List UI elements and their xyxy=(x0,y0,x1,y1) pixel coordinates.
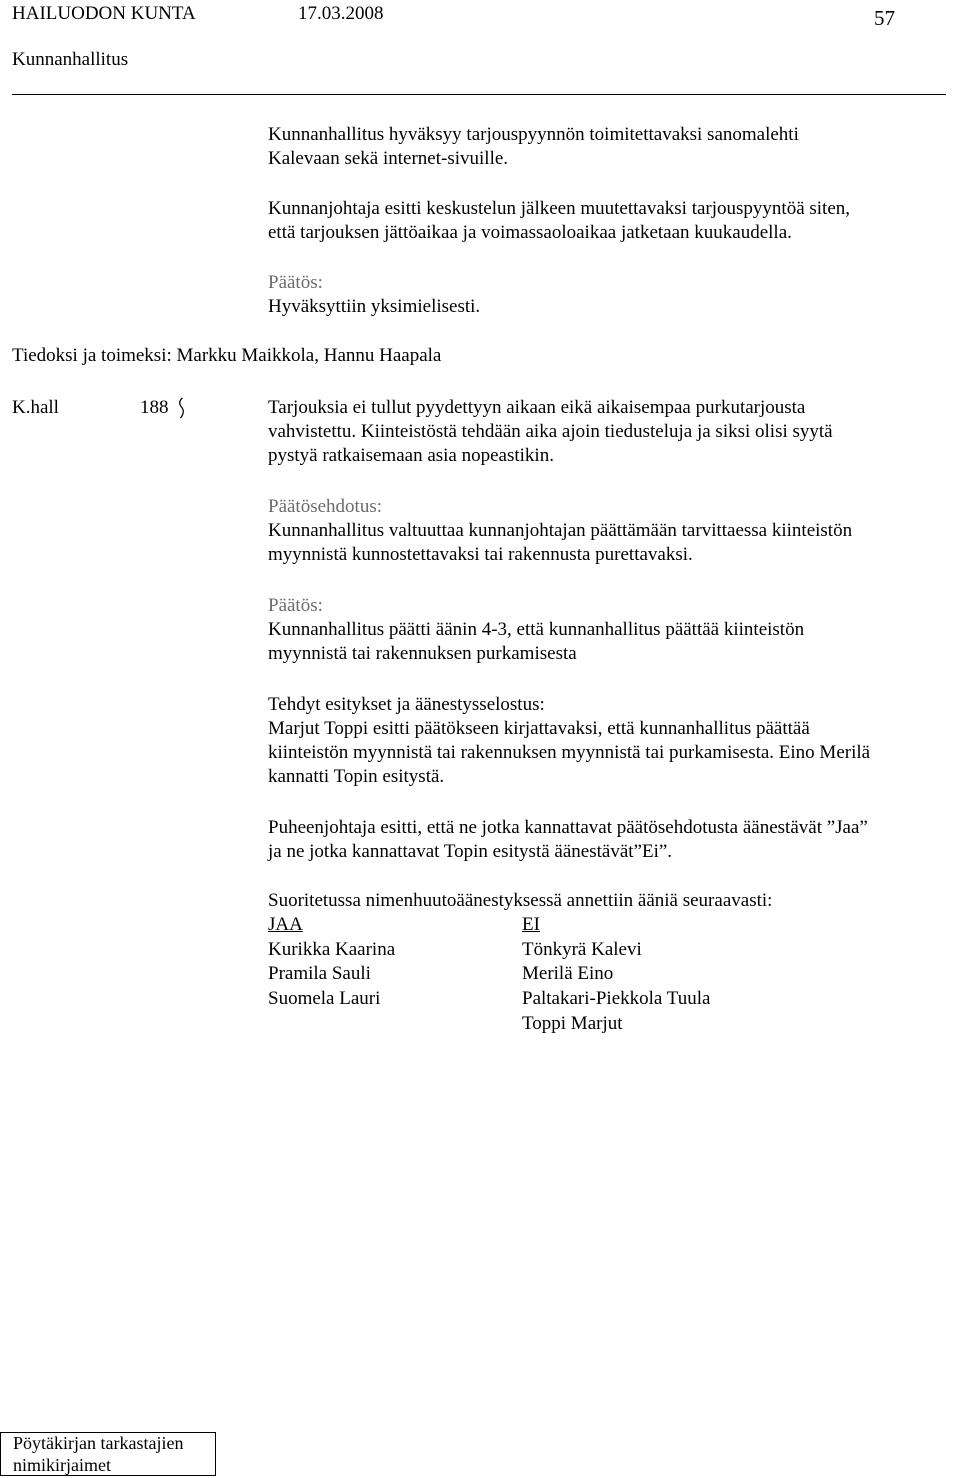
prev-decision-label: Päätös: xyxy=(268,272,323,293)
section-sign-icon xyxy=(176,396,186,420)
section-prefix: K.hall xyxy=(12,397,59,418)
governing-body: Kunnanhallitus xyxy=(12,49,129,70)
motions-line-1: Marjut Toppi esitti päätökseen kirjattavaksi, että kunnanhallitus päättää xyxy=(268,718,810,739)
intro-line-2: vahvistettu. Kiinteistöstä tehdään aika ajoin tiedusteluja ja siksi olisi syytä xyxy=(268,421,833,442)
decision-line-1: Kunnanhallitus päätti äänin 4-3, että kunnanhallitus päättää kiinteistön xyxy=(268,619,805,640)
initials-box xyxy=(0,1432,216,1476)
prev-paragraph-1-line-1: Kunnanhallitus hyväksyy tarjouspyynnön toimitettavaksi sanomalehti xyxy=(268,124,799,145)
header-rule xyxy=(12,94,946,95)
vote-intro: Suoritetussa nimenhuutoäänestyksessä annettiin ääniä seuraavasti: xyxy=(268,890,773,911)
intro-line-1: Tarjouksia ei tullut pyydettyyn aikaan eikä aikaisempaa purkutarjousta xyxy=(268,397,806,418)
prev-notice: Tiedoksi ja toimeksi: Markku Maikkola, Hannu Haapala xyxy=(12,345,442,366)
section-number: 188 xyxy=(140,397,169,418)
page-number: 57 xyxy=(874,6,895,30)
chair-line-2: ja ne jotka kannattavat Topin esitystä äänestävät”Ei”. xyxy=(268,841,673,862)
footer-line-2: nimikirjaimet xyxy=(13,1455,111,1475)
proposal-line-2: myynnistä kunnostettavaksi tai rakennusta purettavaksi. xyxy=(268,544,693,565)
prev-paragraph-2-line-2: että tarjouksen jättöaikaa ja voimassaoloaikaa jatketaan kuukaudella. xyxy=(268,222,792,243)
decision-line-2: myynnistä tai rakennuksen purkamisesta xyxy=(268,643,577,664)
vote-yes-name: Pramila Sauli xyxy=(268,963,371,984)
vote-yes-name: Suomela Lauri xyxy=(268,988,381,1009)
prev-paragraph-1-line-2: Kalevaan sekä internet-sivuille. xyxy=(268,148,509,169)
proposal-line-1: Kunnanhallitus valtuuttaa kunnanjohtajan päättämään tarvittaessa kiinteistön xyxy=(268,520,853,541)
proposal-label: Päätösehdotus: xyxy=(268,496,382,517)
prev-paragraph-2-line-1: Kunnanjohtaja esitti keskustelun jälkeen muutettavaksi tarjouspyyntöä siten, xyxy=(268,198,851,219)
vote-yes-header: JAA xyxy=(268,914,303,935)
municipality-name: HAILUODON KUNTA xyxy=(12,3,196,24)
footer-line-1: Pöytäkirjan tarkastajien xyxy=(13,1433,184,1453)
decision-label: Päätös: xyxy=(268,595,323,616)
vote-no-name: Paltakari-Piekkola Tuula xyxy=(522,988,711,1009)
vote-no-header: EI xyxy=(522,914,540,935)
intro-line-3: pystyä ratkaisemaan asia nopeastikin. xyxy=(268,445,554,466)
motions-label: Tehdyt esitykset ja äänestysselostus: xyxy=(268,694,545,715)
motions-line-2: kiinteistön myynnistä tai rakennuksen myynnistä tai purkamisesta. Eino Merilä xyxy=(268,742,871,763)
vote-no-name: Toppi Marjut xyxy=(522,1013,623,1034)
chair-line-1: Puheenjohtaja esitti, että ne jotka kannattavat päätösehdotusta äänestävät ”Jaa” xyxy=(268,817,868,838)
vote-no-name: Tönkyrä Kalevi xyxy=(522,939,642,960)
vote-no-name: Merilä Eino xyxy=(522,963,614,984)
meeting-date: 17.03.2008 xyxy=(298,3,384,24)
vote-yes-name: Kurikka Kaarina xyxy=(268,939,396,960)
prev-decision-text: Hyväksyttiin yksimielisesti. xyxy=(268,296,481,317)
motions-line-3: kannatti Topin esitystä. xyxy=(268,766,445,787)
